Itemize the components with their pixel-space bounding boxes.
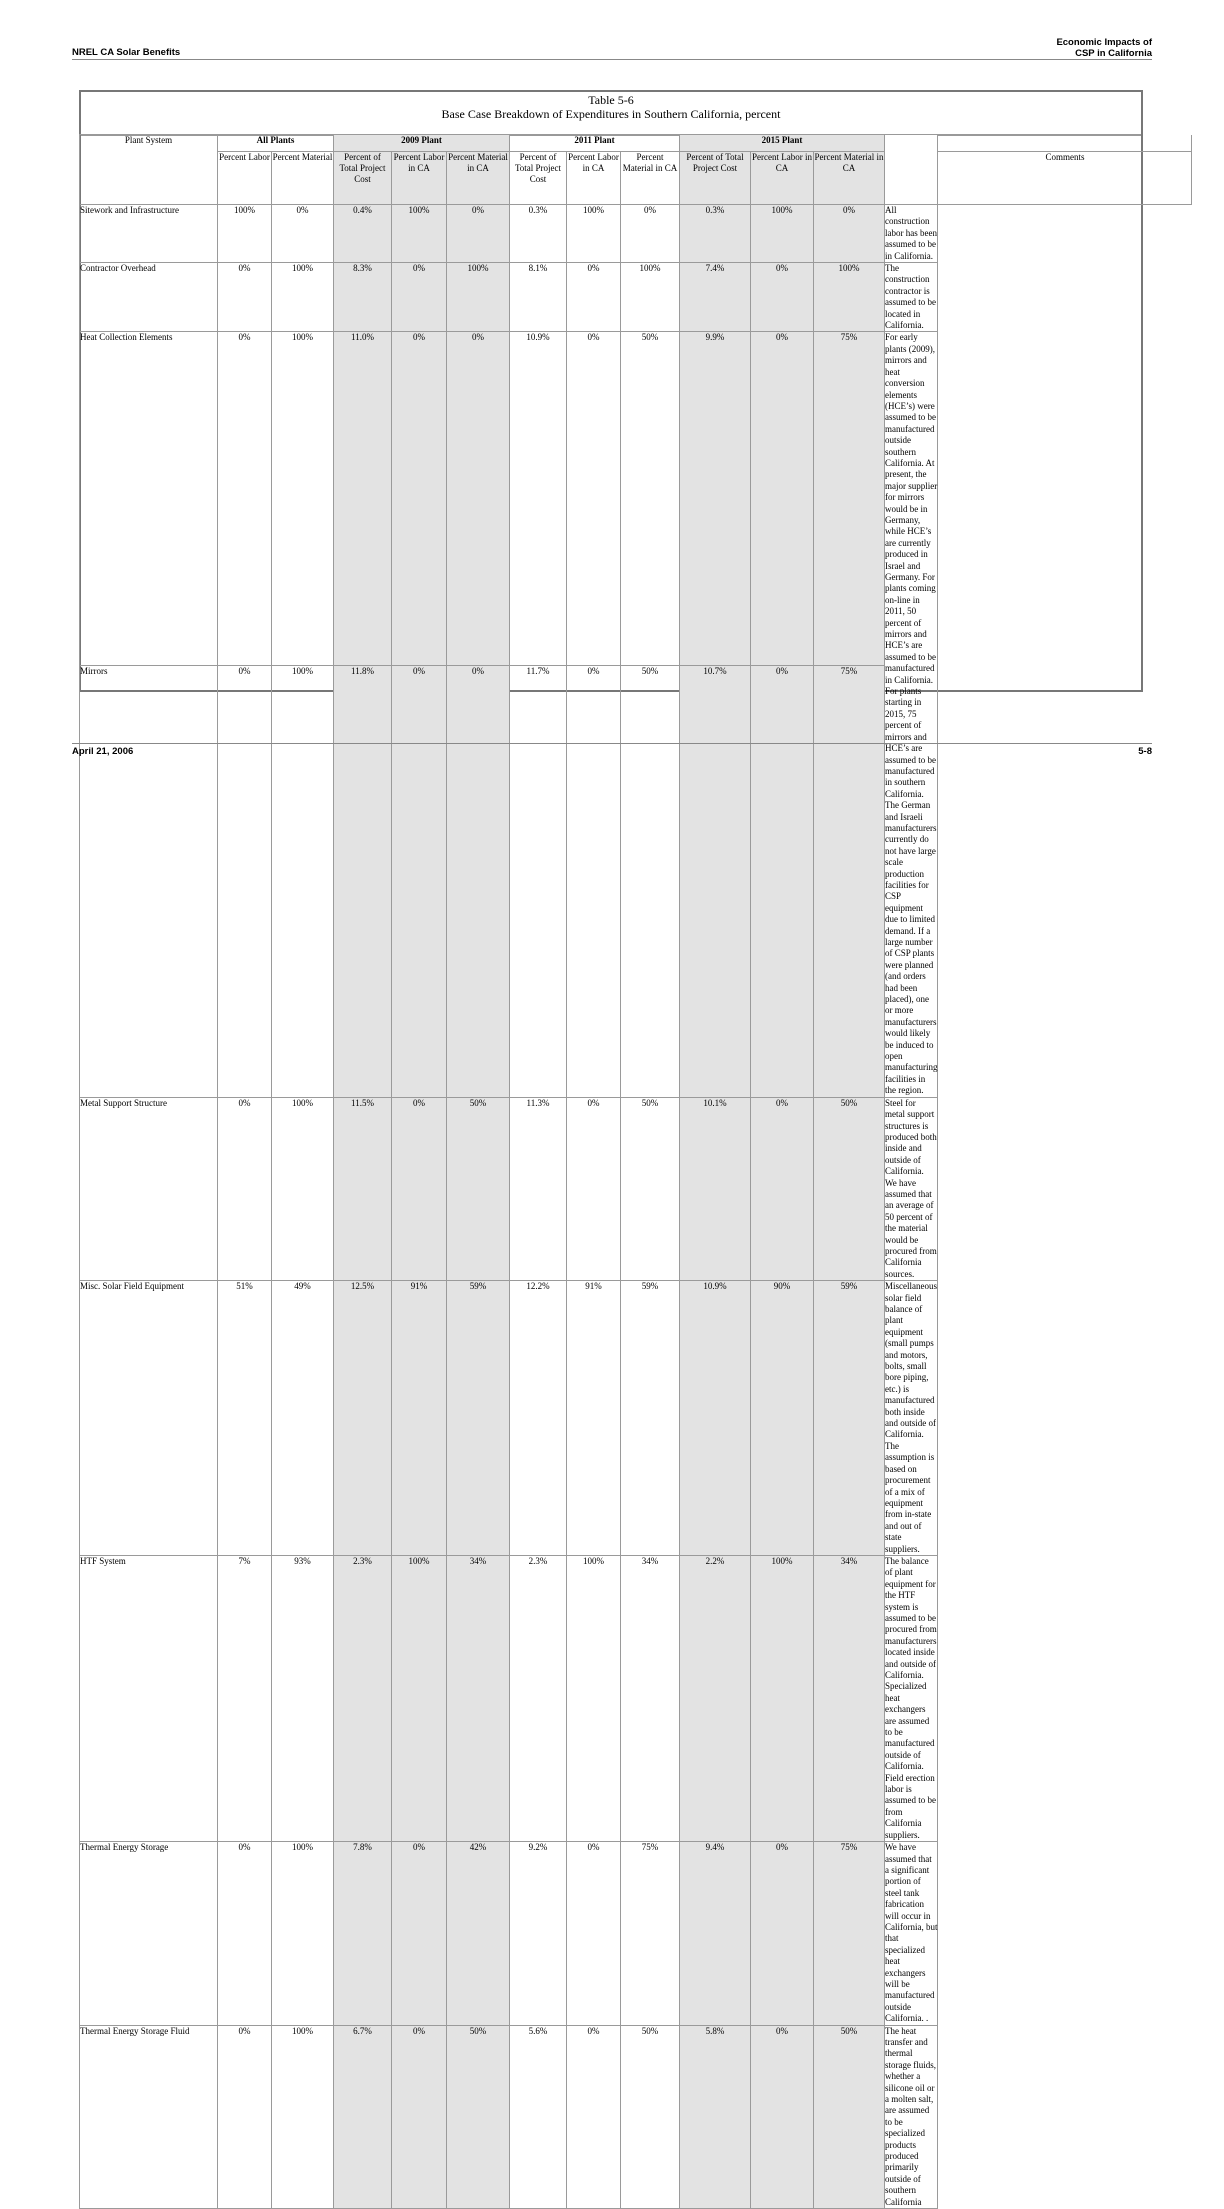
row-plant-system: Contractor Overhead xyxy=(80,263,218,332)
cell-2009-labor: 0% xyxy=(392,1097,447,1281)
cell-2011-labor: 0% xyxy=(567,263,621,332)
row-plant-system: Heat Collection Elements xyxy=(80,332,218,665)
cell-2009-labor: 100% xyxy=(392,205,447,263)
cell-comment: All construction labor has been assumed to be in California. xyxy=(885,205,937,261)
cell-2011-material: 34% xyxy=(621,1555,680,1841)
row-plant-system: HTF System xyxy=(80,1555,218,1841)
cell-2011-labor: 0% xyxy=(567,1097,621,1281)
cell-2011-material: 59% xyxy=(621,1281,680,1556)
cell-2015-labor: 0% xyxy=(751,665,814,1097)
cell-2015-cost: 9.4% xyxy=(680,1842,751,2026)
cell-2015-labor: 0% xyxy=(751,263,814,332)
cell-labor: 0% xyxy=(218,665,272,1097)
cell-2015-cost: 10.9% xyxy=(680,1281,751,1556)
cell-2009-cost: 2.3% xyxy=(334,1555,392,1841)
running-header-left: NREL CA Solar Benefits xyxy=(72,47,181,58)
col-2009-material-ca: Percent Material in CA xyxy=(447,152,510,205)
cell-2011-cost: 12.2% xyxy=(510,1281,567,1556)
cell-2015-labor: 100% xyxy=(751,205,814,263)
cell-2009-cost: 6.7% xyxy=(334,2025,392,2209)
cell-2009-cost: 0.4% xyxy=(334,205,392,263)
group-2009-plant: 2009 Plant xyxy=(334,135,510,152)
cell-2009-cost: 11.8% xyxy=(334,665,392,1097)
cell-2009-material: 0% xyxy=(447,205,510,263)
cell-2015-material: 34% xyxy=(814,1555,885,1841)
table-row xyxy=(80,263,1192,332)
cell-material: 100% xyxy=(272,1842,334,2026)
running-header-right-line2: CSP in California xyxy=(1075,48,1152,59)
cell-2009-material: 42% xyxy=(447,1842,510,2026)
cell-2009-cost: 11.0% xyxy=(334,332,392,665)
cell-labor: 0% xyxy=(218,1097,272,1281)
col-2011-total-cost: Percent of Total Project Cost xyxy=(510,152,567,205)
cell-2009-material: 34% xyxy=(447,1555,510,1841)
group-all-plants: All Plants xyxy=(218,135,334,152)
cell-2009-labor: 100% xyxy=(392,1555,447,1841)
cell-comment: The balance of plant equipment for the HTF system is assumed to be procured from manufacturers located inside and outside of California. Specialized heat exchangers are assumed to be manufactured outside of California. Field erection labor is assumed to be from California suppliers. xyxy=(885,1555,937,1840)
cell-2015-cost: 10.1% xyxy=(680,1097,751,1281)
running-header-right xyxy=(1056,37,1152,59)
col-2009-labor-ca: Percent Labor in CA xyxy=(392,152,447,205)
expenditure-table xyxy=(79,134,1192,2209)
group-2015-plant: 2015 Plant xyxy=(680,135,885,152)
cell-comment: We have assumed that a significant portion of steel tank fabrication will occur in California, but that specialized heat exchangers will be manufactured outside California. . xyxy=(885,1842,938,2024)
cell-2011-labor: 0% xyxy=(567,1842,621,2026)
col-percent-material: Percent Material xyxy=(272,152,334,205)
cell-2011-labor: 91% xyxy=(567,1281,621,1556)
row-plant-system: Metal Support Structure xyxy=(80,1097,218,1281)
cell-2009-labor: 0% xyxy=(392,332,447,665)
cell-2011-material: 50% xyxy=(621,2025,680,2209)
cell-material: 100% xyxy=(272,332,334,665)
cell-2009-material: 100% xyxy=(447,263,510,332)
col-percent-labor: Percent Labor xyxy=(218,152,272,205)
cell-2009-material: 0% xyxy=(447,665,510,1097)
cell-labor: 0% xyxy=(218,1842,272,2026)
cell-2011-labor: 100% xyxy=(567,1555,621,1841)
cell-comment: The heat transfer and thermal storage fluids, whether a silicone oil or a molten salt, are assumed to be specialized products produced primarily outside of southern California xyxy=(885,2025,936,2207)
cell-2011-cost: 11.7% xyxy=(510,665,567,1097)
cell-2011-material: 50% xyxy=(621,332,680,665)
cell-2011-material: 50% xyxy=(621,1097,680,1281)
table-row xyxy=(80,205,1192,263)
table-row xyxy=(80,1842,1192,2026)
cell-2015-cost: 5.8% xyxy=(680,2025,751,2209)
row-plant-system: Thermal Energy Storage Fluid xyxy=(80,2025,218,2209)
col-2015-total-cost: Percent of Total Project Cost xyxy=(680,152,751,205)
cell-2009-material: 0% xyxy=(447,332,510,665)
cell-2009-cost: 7.8% xyxy=(334,1842,392,2026)
cell-2011-cost: 9.2% xyxy=(510,1842,567,2026)
cell-material: 49% xyxy=(272,1281,334,1556)
cell-2009-material: 50% xyxy=(447,1097,510,1281)
cell-2015-cost: 7.4% xyxy=(680,263,751,332)
cell-2015-cost: 0.3% xyxy=(680,205,751,263)
cell-material: 0% xyxy=(272,205,334,263)
table-row xyxy=(80,332,1192,665)
table-title xyxy=(81,93,1141,121)
cell-labor: 100% xyxy=(218,205,272,263)
cell-comment: Miscellaneous solar field balance of plant equipment (small pumps and motors, bolts, small bore piping, etc.) is manufactured both inside and outside of California. The assumption is based on procurement of a mix of equipment from in-state and out of state suppliers. xyxy=(885,1281,937,1554)
cell-2011-cost: 8.1% xyxy=(510,263,567,332)
comments-group-cell xyxy=(938,135,1192,152)
table-row xyxy=(80,1097,1192,1281)
cell-2015-material: 75% xyxy=(814,665,885,1097)
cell-2011-material: 50% xyxy=(621,665,680,1097)
cell-2009-labor: 91% xyxy=(392,1281,447,1556)
col-2015-material-ca: Percent Material in CA xyxy=(814,152,885,205)
cell-comment: For early plants (2009), mirrors and heat conversion elements (HCE’s) were assumed to be manufactured outside southern California. At present, the major supplier for mirrors would be in Germany, while HCE’s are currently produced in Israel and Germany. For plants coming on-line in 2011, 50 percent of mirrors and HCE’s are assumed to be manufactured in California. For plants starting in 2015, 75 percent of mirrors and HCE’s are assumed to be manufactured in southern California. The German and Israeli manufacturers currently do not have large scale production facilities for CSP equipment due to limited demand. If a large number of CSP plants were planned (and orders had been placed), one or more manufacturers would likely be induced to open manufacturing facilities in the region. xyxy=(885,332,938,1096)
cell-labor: 0% xyxy=(218,2025,272,2209)
cell-2015-material: 75% xyxy=(814,332,885,665)
cell-comment: The construction contractor is assumed to be located in California. xyxy=(885,263,936,331)
col-2011-labor-ca: Percent Labor in CA xyxy=(567,152,621,205)
page-number: 5-8 xyxy=(1138,746,1152,757)
cell-2011-material: 0% xyxy=(621,205,680,263)
cell-2011-labor: 0% xyxy=(567,2025,621,2209)
header-rule xyxy=(72,59,1152,60)
cell-2015-labor: 0% xyxy=(751,1842,814,2026)
cell-2015-cost: 9.9% xyxy=(680,332,751,665)
cell-labor: 7% xyxy=(218,1555,272,1841)
table-row xyxy=(80,665,1192,1097)
cell-labor: 0% xyxy=(218,263,272,332)
col-2009-total-cost: Percent of Total Project Cost xyxy=(334,152,392,205)
group-2011-plant: 2011 Plant xyxy=(510,135,680,152)
cell-2009-material: 50% xyxy=(447,2025,510,2209)
cell-2009-cost: 12.5% xyxy=(334,1281,392,1556)
cell-2011-cost: 10.9% xyxy=(510,332,567,665)
cell-2015-labor: 90% xyxy=(751,1281,814,1556)
cell-2009-material: 59% xyxy=(447,1281,510,1556)
cell-2009-cost: 11.5% xyxy=(334,1097,392,1281)
col-plant-system: Plant System xyxy=(80,135,218,205)
table-row xyxy=(80,2025,1192,2209)
cell-labor: 51% xyxy=(218,1281,272,1556)
cell-2015-material: 100% xyxy=(814,263,885,332)
running-header-right-line1: Economic Impacts of xyxy=(1056,37,1152,48)
row-plant-system: Misc. Solar Field Equipment xyxy=(80,1281,218,1556)
cell-2011-cost: 0.3% xyxy=(510,205,567,263)
col-2015-labor-ca: Percent Labor in CA xyxy=(751,152,814,205)
cell-2009-labor: 0% xyxy=(392,2025,447,2209)
row-plant-system: Sitework and Infrastructure xyxy=(80,205,218,263)
table-caption: Base Case Breakdown of Expenditures in Southern California, percent xyxy=(441,107,781,121)
cell-labor: 0% xyxy=(218,332,272,665)
cell-2015-material: 50% xyxy=(814,2025,885,2209)
cell-2011-labor: 0% xyxy=(567,332,621,665)
cell-2015-material: 75% xyxy=(814,1842,885,2026)
column-gap xyxy=(885,135,938,205)
cell-2015-cost: 10.7% xyxy=(680,665,751,1097)
col-comments: Comments xyxy=(938,152,1192,205)
cell-2009-labor: 0% xyxy=(392,665,447,1097)
cell-2009-cost: 8.3% xyxy=(334,263,392,332)
cell-2015-cost: 2.2% xyxy=(680,1555,751,1841)
row-plant-system: Thermal Energy Storage xyxy=(80,1842,218,2026)
cell-material: 100% xyxy=(272,665,334,1097)
footer-rule xyxy=(72,743,1152,744)
cell-2011-material: 75% xyxy=(621,1842,680,2026)
table-row xyxy=(80,1555,1192,1841)
col-2011-material-ca: Percent Material in CA xyxy=(621,152,680,205)
row-plant-system: Mirrors xyxy=(80,665,218,1097)
cell-2015-labor: 100% xyxy=(751,1555,814,1841)
cell-material: 93% xyxy=(272,1555,334,1841)
cell-2015-material: 0% xyxy=(814,205,885,263)
table-row xyxy=(80,1281,1192,1556)
cell-2011-labor: 0% xyxy=(567,665,621,1097)
cell-2011-cost: 5.6% xyxy=(510,2025,567,2209)
cell-2011-cost: 11.3% xyxy=(510,1097,567,1281)
cell-2011-labor: 100% xyxy=(567,205,621,263)
cell-2015-labor: 0% xyxy=(751,1097,814,1281)
cell-2011-cost: 2.3% xyxy=(510,1555,567,1841)
cell-2015-labor: 0% xyxy=(751,2025,814,2209)
cell-2015-material: 50% xyxy=(814,1097,885,1281)
cell-2011-material: 100% xyxy=(621,263,680,332)
cell-material: 100% xyxy=(272,263,334,332)
cell-2009-labor: 0% xyxy=(392,263,447,332)
cell-2015-labor: 0% xyxy=(751,332,814,665)
table-number: Table 5-6 xyxy=(588,93,634,107)
footer-date: April 21, 2006 xyxy=(72,746,134,757)
cell-material: 100% xyxy=(272,1097,334,1281)
cell-2009-labor: 0% xyxy=(392,1842,447,2026)
cell-material: 100% xyxy=(272,2025,334,2209)
cell-comment: Steel for metal support structures is produced both inside and outside of California. We have assumed that an average of 50 percent of the material would be procured from California sources. xyxy=(885,1097,937,1279)
cell-2015-material: 59% xyxy=(814,1281,885,1556)
